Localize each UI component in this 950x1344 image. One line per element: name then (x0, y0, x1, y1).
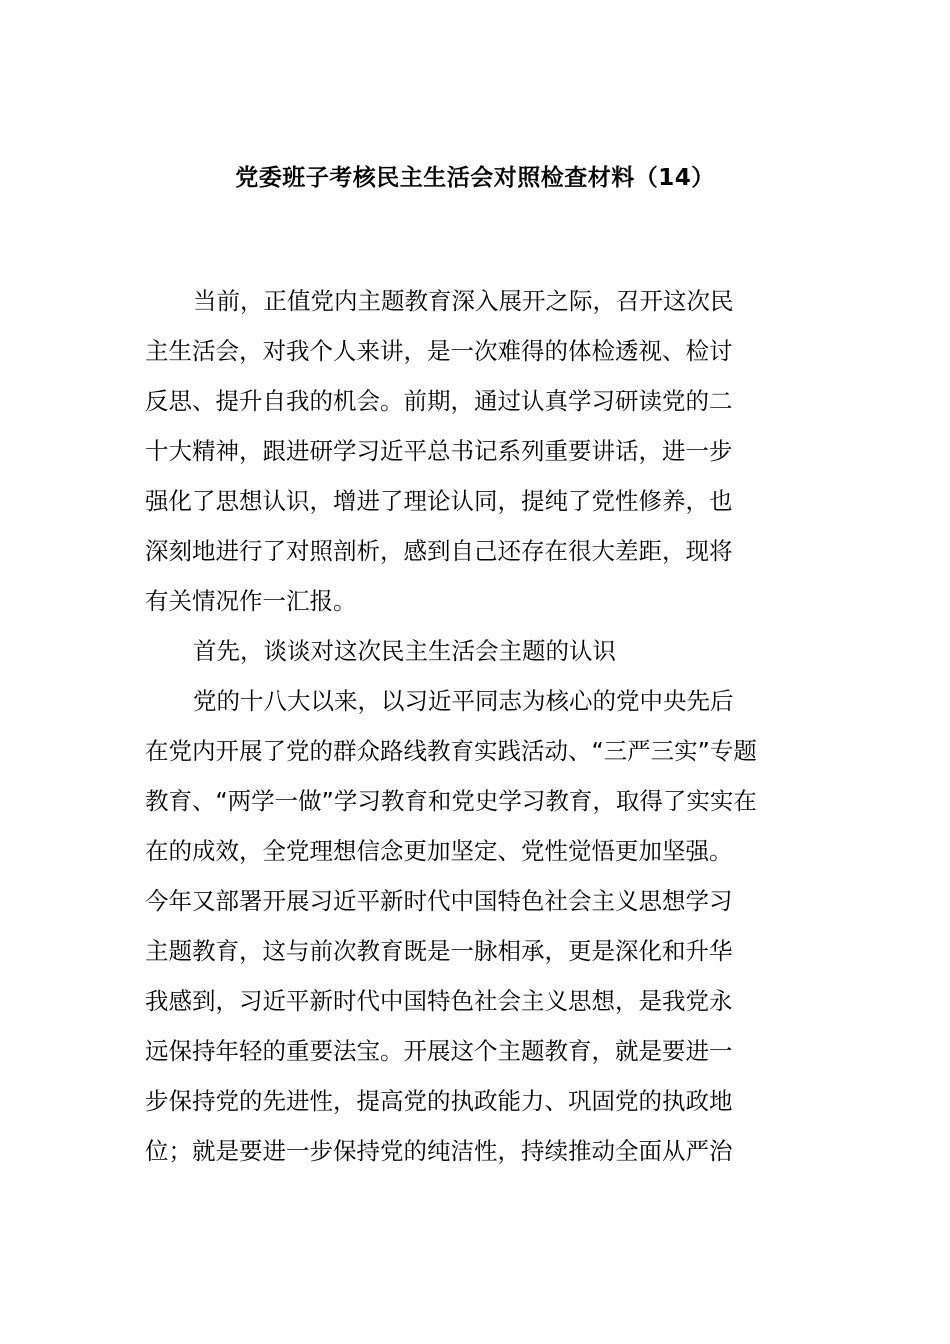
paragraph-line: 步保持党的先进性，提高党的执政能力、巩固党的执政地 (145, 1087, 733, 1115)
paragraph-line: 强化了思想认识，增进了理论认同，提纯了党性修养，也 (145, 487, 733, 515)
paragraph-line: 今年又部署开展习近平新时代中国特色社会主义思想学习 (145, 887, 733, 915)
paragraph-line: 深刻地进行了对照剖析，感到自己还存在很大差距，现将 (145, 537, 733, 565)
paragraph-line: 我感到，习近平新时代中国特色社会主义思想，是我党永 (145, 987, 733, 1015)
paragraph-line: 反思、提升自我的机会。前期，通过认真学习研读党的二 (145, 387, 733, 415)
paragraph-line: 党的十八大以来，以习近平同志为核心的党中央先后 (193, 687, 734, 715)
paragraph-line: 位；就是要进一步保持党的纯洁性，持续推动全面从严治 (145, 1137, 733, 1165)
paragraph-line: 教育、“两学一做”学习教育和党史学习教育，取得了实实在 (145, 787, 757, 815)
document-title: 党委班子考核民主生活会对照检查材料（14） (235, 165, 715, 191)
paragraph-line: 主生活会，对我个人来讲，是一次难得的体检透视、检讨 (145, 337, 733, 365)
paragraph-line: 在的成效，全党理想信念更加坚定、党性觉悟更加坚强。 (145, 837, 733, 865)
paragraph-line: 主题教育，这与前次教育既是一脉相承，更是深化和升华 (145, 937, 733, 965)
paragraph-line: 当前，正值党内主题教育深入展开之际，召开这次民 (193, 287, 734, 315)
paragraph-line: 有关情况作一汇报。 (145, 587, 357, 615)
paragraph-line: 十大精神，跟进研学习近平总书记系列重要讲话，进一步 (145, 437, 733, 465)
paragraph-line: 远保持年轻的重要法宝。开展这个主题教育，就是要进一 (145, 1037, 733, 1065)
paragraph-line: 在党内开展了党的群众路线教育实践活动、“三严三实”专题 (145, 737, 757, 765)
section-heading: 首先，谈谈对这次民主生活会主题的认识 (193, 637, 616, 665)
